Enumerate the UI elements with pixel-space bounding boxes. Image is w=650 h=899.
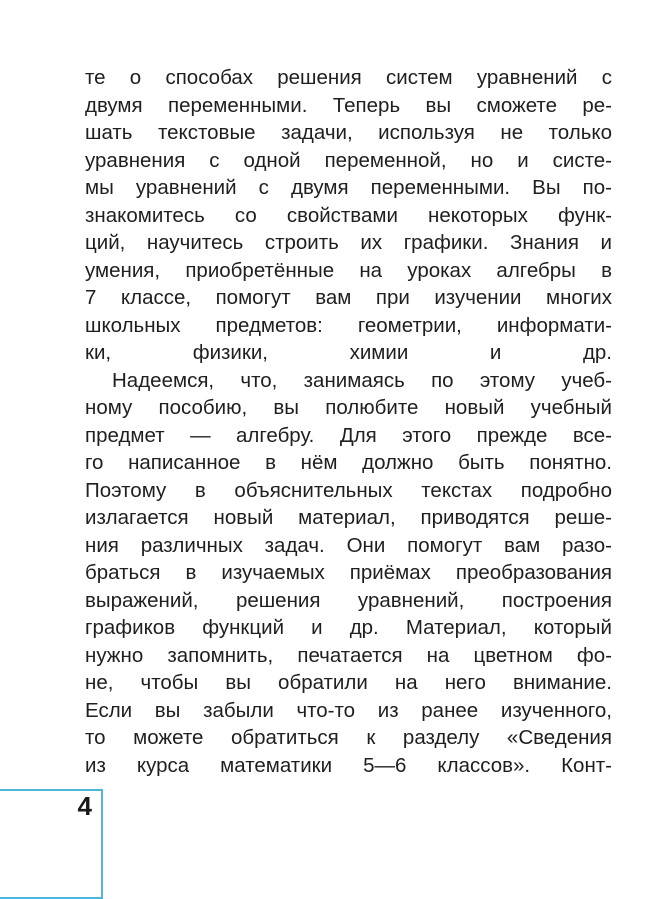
page-number-box [0, 789, 103, 899]
paragraph [85, 367, 612, 780]
text-line: ния различных задач. Они помогут вам разо- [85, 533, 612, 557]
text-line: графиков функций и др. Материал, который [85, 616, 612, 639]
text-line: знакомитесь со свойствами некоторых функ- [85, 203, 612, 227]
text-line: те о способах решения систем уравнений с [85, 66, 612, 89]
text-line: браться в изучаемых приёмах преобразования [85, 561, 612, 584]
text-line: нужно запомнить, печатается на цветном фо- [85, 643, 612, 667]
text-line: мы уравнений с двумя переменными. Вы по- [85, 176, 612, 199]
text-line: из курса математики 5—6 классов». Конт- [85, 753, 612, 777]
paragraph [85, 64, 612, 367]
body-text [85, 64, 612, 779]
text-line: предмет — алгебру. Для этого прежде все- [85, 423, 612, 447]
text-line: уравнения с одной переменной, но и систе- [85, 148, 612, 172]
text-line: то можете обратиться к разделу «Сведения [85, 726, 612, 749]
text-line: ному пособию, вы полюбите новый учебный [85, 396, 612, 419]
text-line: Если вы забыли что-то из ранее изученного, [85, 698, 612, 722]
text-line: шать текстовые задачи, используя не только [85, 121, 612, 144]
text-line: двумя переменными. Теперь вы сможете ре- [85, 93, 612, 117]
page-number: 4 [77, 791, 92, 821]
text-line: не, чтобы вы обратили на него внимание. [85, 671, 612, 694]
text-line: 7 классе, помогут вам при изучении многих [85, 286, 612, 309]
text-line: Поэтому в объяснительных текстах подробно [85, 478, 612, 502]
text-line: ций, научитесь строить их графики. Знания и [85, 231, 612, 254]
text-line: ки, физики, химии и др. [85, 341, 612, 364]
text-line: го написанное в нём должно быть понятно. [85, 451, 612, 474]
text-line: излагается новый материал, приводятся реше- [85, 506, 612, 529]
text-line: умения, приобретённые на уроках алгебры в [85, 258, 612, 282]
text-line: Надеемся, что, занимаясь по этому учеб- [112, 368, 612, 392]
text-line: школьных предметов: геометрии, информати- [85, 313, 612, 337]
text-line: выражений, решения уравнений, построения [85, 588, 612, 612]
